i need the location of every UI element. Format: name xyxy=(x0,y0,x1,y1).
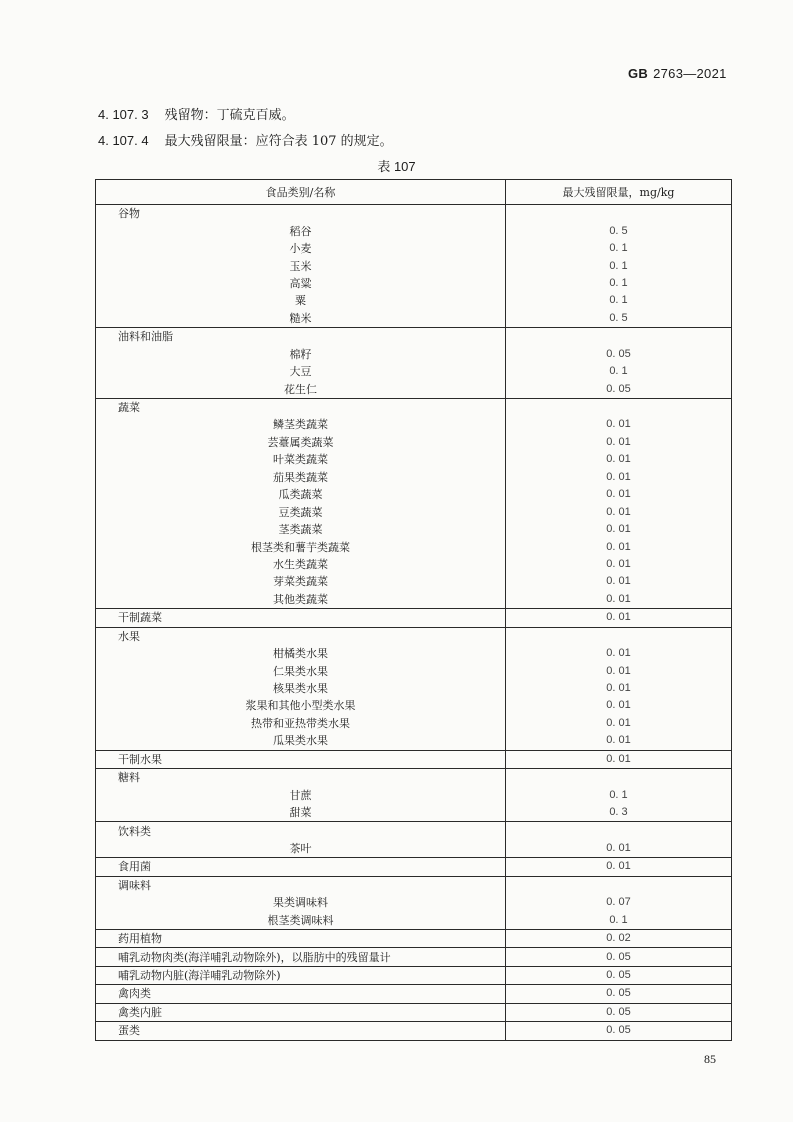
food-name-cell: 蔬菜 xyxy=(96,398,506,416)
table-row-item xyxy=(96,662,732,679)
table-row-item xyxy=(96,240,732,257)
column-header-food: 食品类别/名称 xyxy=(96,180,506,205)
standard-prefix: GB xyxy=(628,66,649,81)
table-row-item xyxy=(96,732,732,750)
limit-value-cell xyxy=(506,822,732,840)
food-name-cell: 蛋类 xyxy=(96,1022,506,1040)
limit-value-cell: 0. 01 xyxy=(606,470,631,483)
food-name-cell: 稻谷 xyxy=(96,222,506,239)
limit-value-cell: 0. 01 xyxy=(606,841,631,854)
food-name-cell: 饮料类 xyxy=(96,822,506,840)
limit-value-cell: 0. 05 xyxy=(606,347,631,360)
clause-mrl xyxy=(98,130,393,149)
limit-value-cell: 0. 5 xyxy=(609,311,628,324)
table-row-item xyxy=(96,275,732,292)
limit-value-cell: 0. 01 xyxy=(606,453,631,466)
limit-value-cell: 0. 01 xyxy=(506,609,732,627)
table-row-item xyxy=(96,573,732,590)
food-name-cell: 食用菌 xyxy=(96,858,506,876)
limit-value-cell: 0. 3 xyxy=(609,806,628,819)
food-name-cell: 粟 xyxy=(96,292,506,309)
limit-value-cell: 0. 01 xyxy=(506,858,732,876)
limit-value-cell: 0. 1 xyxy=(609,294,628,307)
food-name-cell: 糙米 xyxy=(96,310,506,328)
limit-value-cell: 0. 01 xyxy=(606,734,631,747)
limit-value-cell: 0. 5 xyxy=(609,224,628,237)
table-row-category xyxy=(96,328,732,346)
table-row-category xyxy=(96,929,732,947)
food-name-cell: 芸薹属类蔬菜 xyxy=(96,434,506,451)
table-row-item xyxy=(96,469,732,486)
standard-number xyxy=(628,66,727,81)
food-name-cell: 谷物 xyxy=(96,205,506,223)
table-row-item xyxy=(96,346,732,363)
residue-limit-table xyxy=(95,179,732,1041)
food-name-cell: 瓜类蔬菜 xyxy=(96,486,506,503)
food-name-cell: 药用植物 xyxy=(96,929,506,947)
limit-value-cell: 0. 01 xyxy=(606,699,631,712)
food-name-cell: 瓜果类水果 xyxy=(96,732,506,750)
food-name-cell: 豆类蔬菜 xyxy=(96,503,506,520)
limit-value-cell: 0. 01 xyxy=(606,647,631,660)
limit-value-cell: 0. 05 xyxy=(506,1022,732,1040)
limit-value-cell: 0. 07 xyxy=(606,896,631,909)
food-name-cell: 玉米 xyxy=(96,257,506,274)
food-name-cell: 茶叶 xyxy=(96,840,506,858)
food-name-cell: 小麦 xyxy=(96,240,506,257)
limit-value-cell: 0. 1 xyxy=(609,259,628,272)
table-row-item xyxy=(96,380,732,398)
food-name-cell: 根茎类调味料 xyxy=(96,912,506,930)
limit-value-cell: 0. 01 xyxy=(606,575,631,588)
table-row-category xyxy=(96,966,732,984)
table-row-item xyxy=(96,486,732,503)
table-row-item xyxy=(96,786,732,803)
table-row-category xyxy=(96,822,732,840)
limit-value-cell: 0. 01 xyxy=(606,682,631,695)
food-name-cell: 茎类蔬菜 xyxy=(96,521,506,538)
table-row-item xyxy=(96,310,732,328)
food-name-cell: 糖料 xyxy=(96,769,506,787)
food-name-cell: 浆果和其他小型类水果 xyxy=(96,697,506,714)
limit-value-cell: 0. 05 xyxy=(506,1003,732,1021)
table-row-category xyxy=(96,1003,732,1021)
limit-value-cell: 0. 01 xyxy=(606,505,631,518)
food-name-cell: 干制水果 xyxy=(96,750,506,768)
limit-value-cell: 0. 1 xyxy=(609,913,628,926)
limit-value-cell: 0. 01 xyxy=(606,716,631,729)
table-row-item xyxy=(96,222,732,239)
food-name-cell: 核果类水果 xyxy=(96,680,506,697)
limit-value-cell: 0. 1 xyxy=(609,276,628,289)
table-row-item xyxy=(96,257,732,274)
food-name-cell: 芽菜类蔬菜 xyxy=(96,573,506,590)
food-name-cell: 调味料 xyxy=(96,876,506,894)
table-row-item xyxy=(96,434,732,451)
food-name-cell: 高粱 xyxy=(96,275,506,292)
limit-value-cell: 0. 01 xyxy=(506,750,732,768)
table-row-item xyxy=(96,538,732,555)
table-row-item xyxy=(96,503,732,520)
clause-residue xyxy=(98,104,295,123)
clause-number: 4. 107. 4 xyxy=(98,133,149,148)
food-name-cell: 柑橘类水果 xyxy=(96,645,506,662)
table-row-category xyxy=(96,769,732,787)
table-row-category xyxy=(96,627,732,645)
food-name-cell: 干制蔬菜 xyxy=(96,609,506,627)
table-row-category xyxy=(96,948,732,966)
limit-value-cell: 0. 05 xyxy=(606,382,631,395)
food-name-cell: 水果 xyxy=(96,627,506,645)
limit-value-cell: 0. 05 xyxy=(506,966,732,984)
standard-code: 2763—2021 xyxy=(653,66,727,81)
limit-value-cell: 0. 05 xyxy=(506,985,732,1003)
food-name-cell: 花生仁 xyxy=(96,380,506,398)
table-title: 表 107 xyxy=(377,159,416,174)
clause-text: 最大残留限量：应符合表 107 的规定。 xyxy=(164,134,393,149)
table-row-item xyxy=(96,556,732,573)
column-header-limit: 最大残留限量，mg/kg xyxy=(506,180,732,205)
table-row-category xyxy=(96,985,732,1003)
food-name-cell: 仁果类水果 xyxy=(96,662,506,679)
food-name-cell: 油料和油脂 xyxy=(96,328,506,346)
limit-value-cell: 0. 02 xyxy=(506,929,732,947)
clause-text: 残留物：丁硫克百威。 xyxy=(164,108,295,123)
table-row-category xyxy=(96,750,732,768)
limit-value-cell: 0. 1 xyxy=(609,365,628,378)
table-row-item xyxy=(96,363,732,380)
table-row-item xyxy=(96,912,732,930)
table-row-category xyxy=(96,858,732,876)
food-name-cell: 根茎类和薯芋类蔬菜 xyxy=(96,538,506,555)
food-name-cell: 叶菜类蔬菜 xyxy=(96,451,506,468)
table-row-item xyxy=(96,894,732,911)
table-row-item xyxy=(96,645,732,662)
limit-value-cell xyxy=(506,398,732,416)
table-row-item xyxy=(96,715,732,732)
food-name-cell: 茄果类蔬菜 xyxy=(96,469,506,486)
limit-value-cell: 0. 01 xyxy=(606,664,631,677)
food-name-cell: 热带和亚热带类水果 xyxy=(96,715,506,732)
table-row-item xyxy=(96,521,732,538)
table-row-item xyxy=(96,840,732,858)
page-number: 85 xyxy=(704,1052,716,1066)
food-name-cell: 水生类蔬菜 xyxy=(96,556,506,573)
table-row-category xyxy=(96,609,732,627)
table-row-category xyxy=(96,398,732,416)
limit-value-cell xyxy=(506,328,732,346)
limit-value-cell xyxy=(506,205,732,223)
food-name-cell: 禽类内脏 xyxy=(96,1003,506,1021)
table-row-item xyxy=(96,697,732,714)
table-row-item xyxy=(96,680,732,697)
limit-value-cell: 0. 01 xyxy=(606,557,631,570)
table-header-row xyxy=(96,180,732,205)
food-name-cell: 大豆 xyxy=(96,363,506,380)
limit-value-cell: 0. 01 xyxy=(606,418,631,431)
table-row-category xyxy=(96,205,732,223)
limit-value-cell: 0. 01 xyxy=(606,523,631,536)
food-name-cell: 其他类蔬菜 xyxy=(96,591,506,609)
table-row-item xyxy=(96,451,732,468)
food-name-cell: 甘蔗 xyxy=(96,786,506,803)
table-row-category xyxy=(96,876,732,894)
table-row-item xyxy=(96,416,732,433)
limit-value-cell: 0. 01 xyxy=(606,592,631,605)
food-name-cell: 鳞茎类蔬菜 xyxy=(96,416,506,433)
limit-value-cell xyxy=(506,769,732,787)
food-name-cell: 哺乳动物内脏(海洋哺乳动物除外) xyxy=(96,966,506,984)
limit-value-cell xyxy=(506,876,732,894)
food-name-cell: 果类调味料 xyxy=(96,894,506,911)
table-row-item xyxy=(96,804,732,822)
limit-value-cell xyxy=(506,627,732,645)
limit-value-cell: 0. 1 xyxy=(609,242,628,255)
food-name-cell: 哺乳动物肉类(海洋哺乳动物除外)，以脂肪中的残留量计 xyxy=(96,948,506,966)
table-row-item xyxy=(96,591,732,609)
table-row-item xyxy=(96,292,732,309)
clause-number: 4. 107. 3 xyxy=(98,107,149,122)
food-name-cell: 甜菜 xyxy=(96,804,506,822)
limit-value-cell: 0. 01 xyxy=(606,488,631,501)
limit-value-cell: 0. 05 xyxy=(506,948,732,966)
food-name-cell: 棉籽 xyxy=(96,346,506,363)
limit-value-cell: 0. 01 xyxy=(606,540,631,553)
limit-value-cell: 0. 01 xyxy=(606,435,631,448)
limit-value-cell: 0. 1 xyxy=(609,788,628,801)
food-name-cell: 禽肉类 xyxy=(96,985,506,1003)
table-row-category xyxy=(96,1022,732,1040)
